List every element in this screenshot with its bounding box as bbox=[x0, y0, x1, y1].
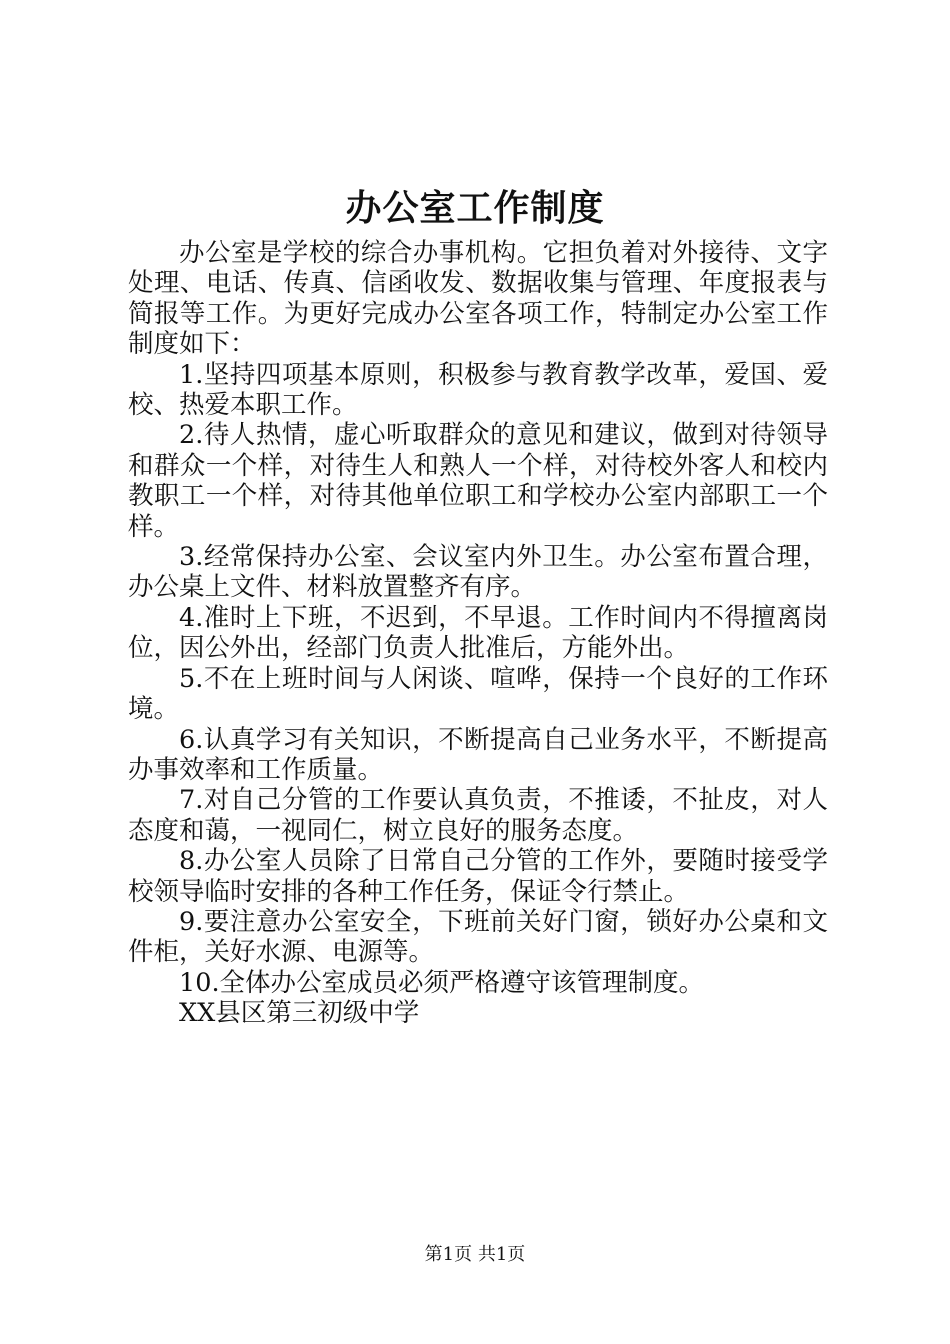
rule-item-6: 6.认真学习有关知识，不断提高自己业务水平，不断提高办事效率和工作质量。 bbox=[128, 724, 828, 785]
document-title: 办公室工作制度 bbox=[345, 187, 605, 229]
rule-item-10: 10.全体办公室成员必须严格遵守该管理制度。 bbox=[179, 967, 705, 998]
rule-item-7: 7.对自己分管的工作要认真负责，不推诿，不扯皮，对人态度和蔼，一视同仁，树立良好的服务态度。 bbox=[128, 785, 828, 846]
signature-line: XX县区第三初级中学 bbox=[179, 998, 420, 1029]
rule-item-8: 8.办公室人员除了日常自己分管的工作外，要随时接受学校领导临时安排的各种工作任务，保证令行禁止。 bbox=[128, 846, 828, 907]
intro-paragraph: 办公室是学校的综合办事机构。它担负着对外接待、文字处理、电话、传真、信函收发、数据收集与管理、年度报表与简报等工作。为更好完成办公室各项工作，特制定办公室工作制度如下： bbox=[128, 238, 828, 360]
rule-item-4: 4.准时上下班，不迟到，不早退。工作时间内不得擅离岗位，因公外出，经部门负责人批准后，方能外出。 bbox=[128, 602, 828, 664]
rule-item-9: 9.要注意办公室安全，下班前关好门窗，锁好办公桌和文件柜，关好水源、电源等。 bbox=[128, 906, 828, 968]
document-body bbox=[128, 238, 828, 1029]
rule-item-2: 2.待人热情，虚心听取群众的意见和建议，做到对待领导和群众一个样，对待生人和熟人一个样，对待校外客人和校内教职工一个样，对待其他单位职工和学校办公室内部职工一个样。 bbox=[128, 420, 828, 542]
rule-item-3: 3.经常保持办公室、会议室内外卫生。办公室布置合理，办公桌上文件、材料放置整齐有序。 bbox=[128, 542, 828, 603]
page-footer: 第1页 共1页 bbox=[424, 1244, 526, 1265]
rule-item-1: 1.坚持四项基本原则，积极参与教育教学改革，爱国、爱校、热爱本职工作。 bbox=[128, 359, 828, 421]
rule-item-5: 5.不在上班时间与人闲谈、喧哗，保持一个良好的工作环境。 bbox=[128, 663, 828, 725]
